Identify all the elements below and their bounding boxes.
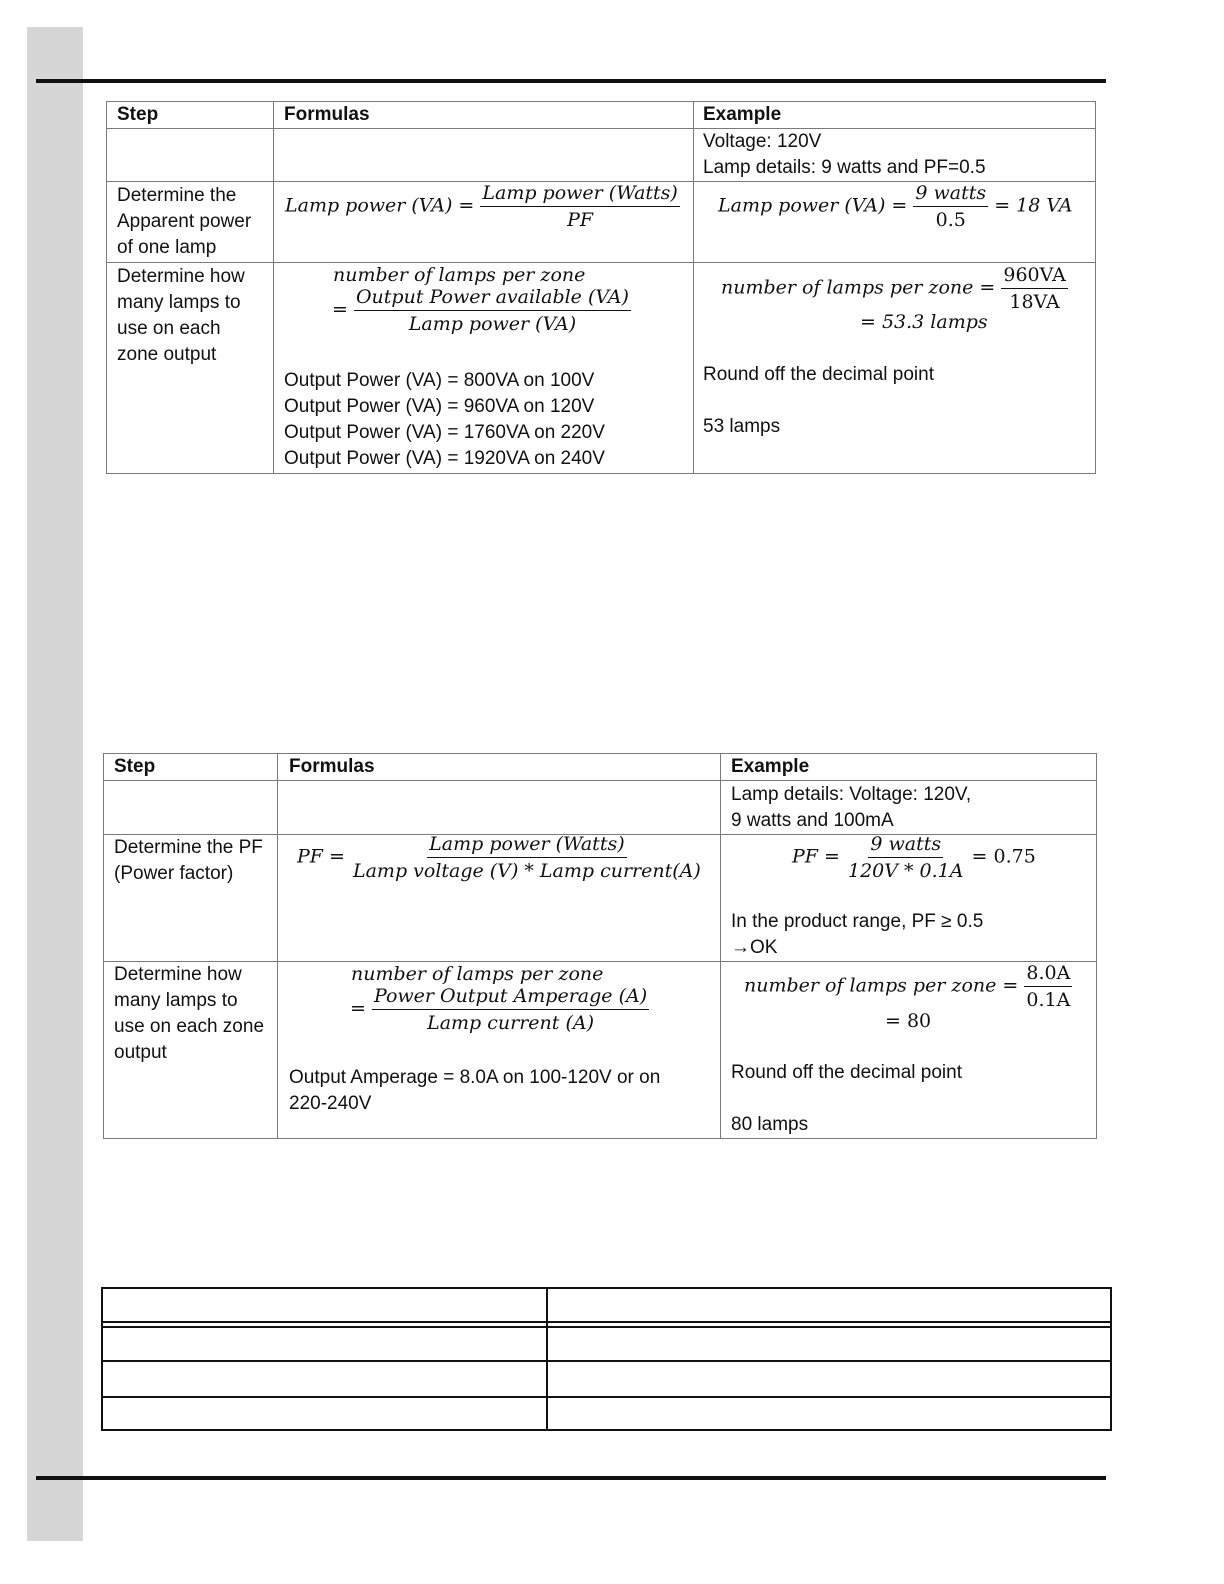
- example-pf-range-note: In the product range, PF ≥ 0.5: [731, 911, 984, 932]
- given-lamp-watts: 9 watts and 100mA: [731, 810, 894, 831]
- example-lamps-result: = 53.3 lamps: [860, 311, 988, 333]
- formula-lamps-label: number of lamps per zone: [351, 963, 604, 985]
- example-lamps-fraction: number of lamps per zone = $\frac{960VA}{18VA}$: [721, 264, 1066, 313]
- apparent-power-table: [106, 101, 1096, 474]
- example-answer: 80 lamps: [731, 1114, 809, 1135]
- example-answer: 53 lamps: [703, 416, 781, 437]
- example-lamps-fraction: number of lamps per zone = $\frac{8.0A}{0.1A}$: [744, 962, 1071, 1011]
- example-power-factor: PF = $\frac{\text{9 watts}}{120V * 0.1A}$ = 0.75: [792, 833, 1036, 882]
- header-formulas: Formulas: [289, 756, 375, 777]
- header-formulas: Formulas: [284, 104, 370, 125]
- step-apparent-power: Determine the Apparent power of one lamp: [117, 185, 252, 258]
- header-example: Example: [731, 756, 810, 777]
- formula-lamps-label: number of lamps per zone: [333, 264, 586, 286]
- formula-power-factor: PF = $\frac{\text{Lamp power (Watts)}}{\text{Lamp voltage (V) * Lamp current(A)}}$: [297, 833, 701, 882]
- example-lamps-result: = 80: [885, 1010, 932, 1032]
- given-lamp-details: Lamp details: 9 watts and PF=0.5: [703, 157, 986, 178]
- header-step: Step: [117, 104, 159, 125]
- empty-table: [101, 1287, 1112, 1431]
- step-power-factor: Determine the PF (Power factor): [114, 837, 263, 884]
- example-round-note: Round off the decimal point: [731, 1062, 962, 1083]
- example-pf-ok: →OK: [731, 937, 778, 958]
- example-round-note: Round off the decimal point: [703, 364, 934, 385]
- header-example: Example: [703, 104, 782, 125]
- page-sidebar: [27, 27, 83, 1541]
- footer-rule: [36, 1476, 1106, 1480]
- given-lamp-voltage: Lamp details: Voltage: 120V,: [731, 784, 972, 805]
- example-apparent-power: Lamp power (VA) = $\frac{\text{9 watts}}{0.5}$ = 18 VA: [718, 182, 1073, 231]
- formula-apparent-power: Lamp power (VA) = $\frac{\text{Lamp power (Watts)}}{PF}$: [285, 182, 678, 231]
- header-rule: [36, 79, 1106, 83]
- output-power-list: Output Power (VA) = 800VA on 100V Output Power (VA) = 960VA on 120V Output Power (VA) = 1760VA on 220V Output Power (VA) = 1920VA on 240V: [284, 370, 605, 469]
- step-lamps-per-zone: Determine how many lamps to use on each zone output: [114, 964, 265, 1063]
- formula-amperage-fraction: = $\frac{\text{Power Output Amperage (A)}}{\text{Lamp current (A)}}$: [350, 985, 648, 1034]
- step-lamps-per-zone: Determine how many lamps to use on each zone output: [117, 266, 245, 365]
- power-factor-table: [103, 753, 1097, 1139]
- output-amperage-note: Output Amperage = 8.0A on 100-120V or on 220-240V: [289, 1067, 661, 1114]
- header-step: Step: [114, 756, 156, 777]
- given-voltage: Voltage: 120V: [703, 131, 822, 152]
- formula-lamps-fraction: = $\frac{\text{Output Power available (VA)}}{\text{Lamp power (VA)}}$: [332, 286, 629, 335]
